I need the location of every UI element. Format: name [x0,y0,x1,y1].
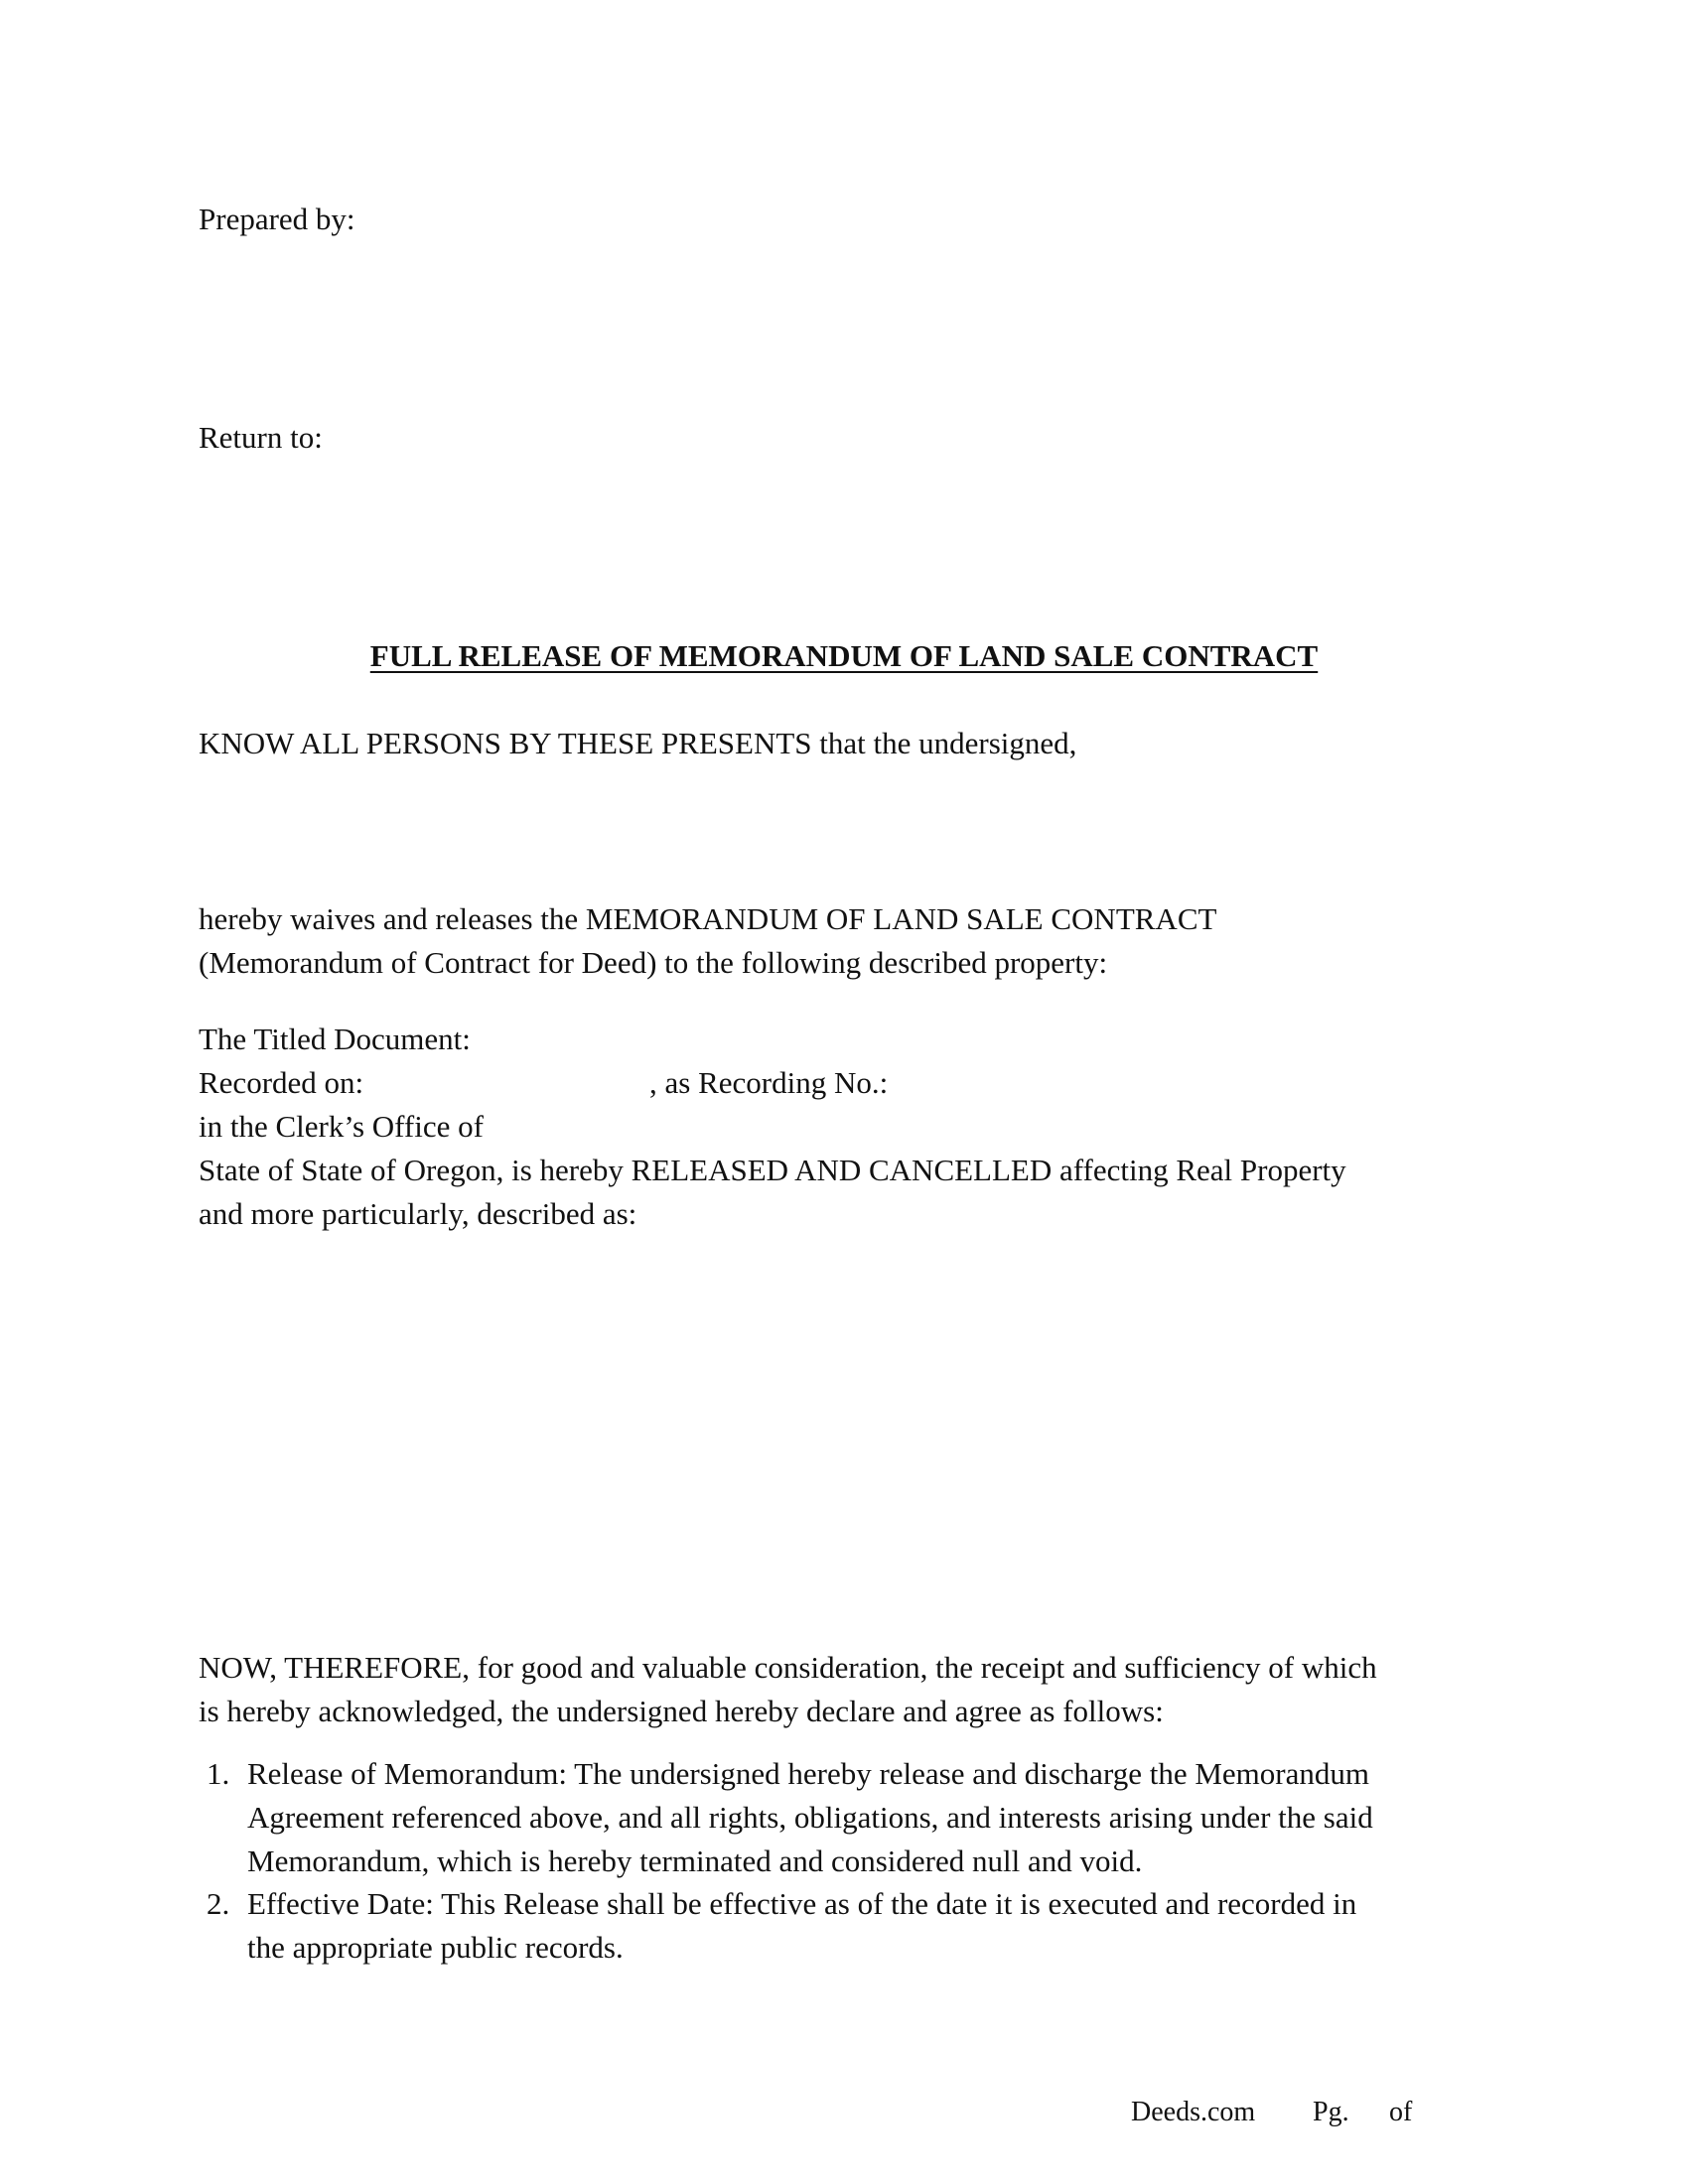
clerks-office-label: in the Clerk’s Office of [199,1109,484,1144]
described-as-label: and more particularly, described as: [199,1196,637,1231]
clause-line: Release of Memorandum: The undersigned hereby release and discharge the Memorandum [247,1756,1369,1791]
therefore-line-2: is hereby acknowledged, the undersigned hereby declare and agree as follows: [199,1694,1164,1728]
clause-number: 1. [207,1756,230,1791]
footer-site: Deeds.com [1131,2097,1256,2127]
footer-of-label: of [1389,2097,1413,2127]
footer-page-label: Pg. [1313,2097,1349,2127]
clause-line: the appropriate public records. [247,1930,624,1965]
clause-number: 2. [207,1886,230,1921]
therefore-line-1: NOW, THEREFORE, for good and valuable consideration, the receipt and sufficiency of which [199,1650,1377,1685]
waiver-line-1: hereby waives and releases the MEMORANDUM OF LAND SALE CONTRACT [199,901,1217,936]
recording-no-label: , as Recording No.: [649,1065,889,1100]
clause-line: Effective Date: This Release shall be effective as of the date it is executed and recorded in [247,1886,1357,1921]
waiver-line-2: (Memorandum of Contract for Deed) to the following described property: [199,945,1108,980]
clause-line: Agreement referenced above, and all rights, obligations, and interests arising under the said [247,1800,1373,1835]
prepared-by-label: Prepared by: [199,202,355,236]
document-title: FULL RELEASE OF MEMORANDUM OF LAND SALE CONTRACT [369,638,1319,673]
intro-text: KNOW ALL PERSONS BY THESE PRESENTS that the undersigned, [199,726,1077,760]
clause-line: Memorandum, which is hereby terminated and considered null and void. [247,1843,1143,1878]
recorded-on-label: Recorded on: [199,1065,364,1100]
return-to-label: Return to: [199,420,323,455]
state-release-line: State of State of Oregon, is hereby RELEASED AND CANCELLED affecting Real Property [199,1153,1346,1187]
titled-document-label: The Titled Document: [199,1022,471,1056]
